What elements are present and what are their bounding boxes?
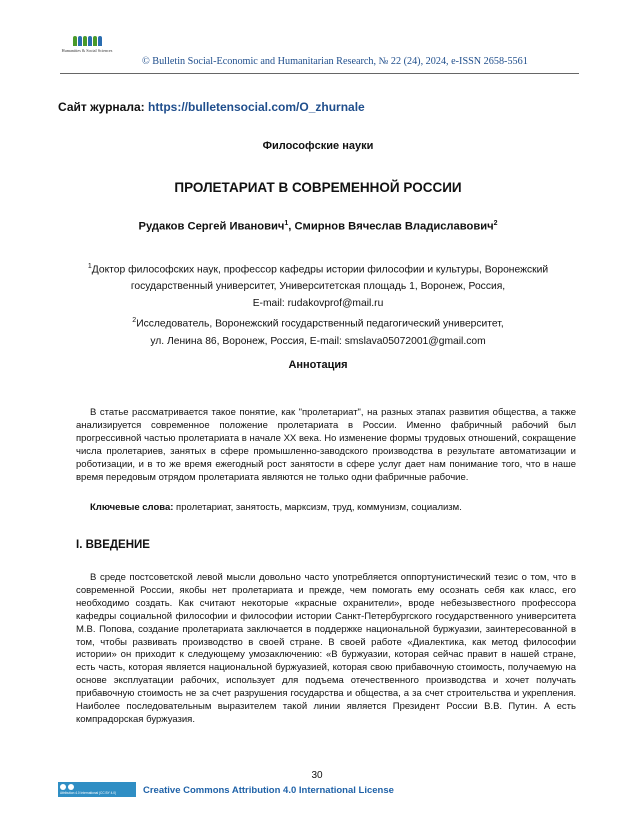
logo-text: Humanities & Social Sciences: [61, 48, 113, 53]
aff-1-line-2: государственный университет, Университетская площадь 1, Воронеж, Россия,: [130, 281, 506, 293]
authors: [58, 220, 578, 233]
journal-header-line: © Bulletin Social-Economic and Humanitarian Research, № 22 (24), 2024, e-ISSN 2658-5561: [142, 56, 528, 67]
intro-text: В среде постсоветской левой мысли довольно часто употребляется оппортунистический тезис о том, что в современной России, якобы нет пролетариата и прежде, чем помогать ему осознать себя как класс, его необходимо создать. Как считают некоторые «красные охранители», вроде небезызвестного профессора кафедры социальной философии и философии истории Санкт-Петербургского государственного университета М.В. Попова, создание пролетариата заключается в поддержке национальной буржуазии, заинтересованной в том, чтобы развивать производство в своей стране. В своей работе «Диалектика, как метод философии истории» он приходит к следующему умозаключению: «В буржуазии, которая сейчас правит в нашей стране, есть часть, которая является национальной буржуазией, которая свою прибавочную стоимость, получаемую на основе эксплуатации рабочих, использует для подъема отечественного производства и хочет получать прибавочную стоимость не за счет разрушения государства и общества, а за счет строительства и укрепления. Наиболее последовательным выразителем такой линии является Президент России В.В. Путин. А есть компрадорская буржуазия.: [76, 572, 576, 725]
page-number: 30: [311, 770, 323, 781]
license-text[interactable]: Creative Commons Attribution 4.0 International License: [143, 785, 394, 796]
aff-2-line-2: ул. Ленина 86, Воронеж, Россия, E-mail: smslava05072001@gmail.com: [150, 335, 486, 347]
author-1-sup: 1: [284, 220, 289, 227]
journal-site-link[interactable]: https://bulletensocial.com/O_zhurnale: [148, 100, 365, 114]
affiliations: [58, 258, 578, 350]
author-1: Рудаков Сергей Иванович: [138, 220, 285, 233]
abstract-text: В статье рассматривается такое понятие, как "пролетариат", на разных этапах развития общества, а также анализируется современное положение пролетариата в России. Именно фабричный рабочий был прогрессивной частью пролетариата в начале XX века. Но изменение формы трудовых отношений, сокращение числа пролетариев, занятых в сфере промышленно-заводского производства в результате автоматизации и роботизации, и в то же время ежегодный рост занятости в сфере услуг дает нам понимание того, что в наше время передовым отрядом пролетариата являются не только одни фабричные рабочие.: [76, 407, 576, 483]
aff-1-sup: 1: [87, 263, 92, 270]
keywords-text: пролетариат, занятость, марксизм, труд, коммунизм, социализм.: [173, 502, 462, 513]
abstract-heading: Аннотация: [288, 359, 348, 371]
author-separator: ,: [288, 220, 295, 233]
keywords: [90, 502, 462, 513]
logo-figures-icon: [60, 36, 114, 47]
header-divider: [60, 73, 579, 74]
journal-site: [58, 100, 365, 114]
cc-badge-text: Attribution 4.0 International (CC BY 4.0): [60, 791, 117, 795]
keywords-label: Ключевые слова:: [90, 502, 174, 513]
cc-license-badge[interactable]: [58, 782, 136, 797]
journal-logo: [60, 36, 114, 72]
author-2-sup: 2: [493, 220, 498, 227]
aff-1-line-1: Доктор философских наук, профессор кафедры истории философии и культуры, Воронежский: [91, 264, 549, 276]
journal-site-label: Сайт журнала:: [58, 100, 145, 114]
intro-heading: I. ВВЕДЕНИЕ: [76, 539, 150, 551]
by-icon: [68, 784, 74, 790]
cc-icons: [60, 784, 134, 791]
aff-2-line-1: Исследователь, Воронежский государственный педагогический университет,: [136, 318, 504, 330]
section-name: Философские науки: [262, 140, 374, 152]
aff-2-sup: 2: [132, 317, 137, 325]
cc-icon: [60, 784, 66, 790]
author-2: Смирнов Вячеслав Владиславович: [294, 220, 494, 233]
aff-1-email: E-mail: rudakovprof@mail.ru: [252, 298, 384, 310]
article-title: ПРОЛЕТАРИАТ В СОВРЕМЕННОЙ РОССИИ: [174, 180, 462, 195]
